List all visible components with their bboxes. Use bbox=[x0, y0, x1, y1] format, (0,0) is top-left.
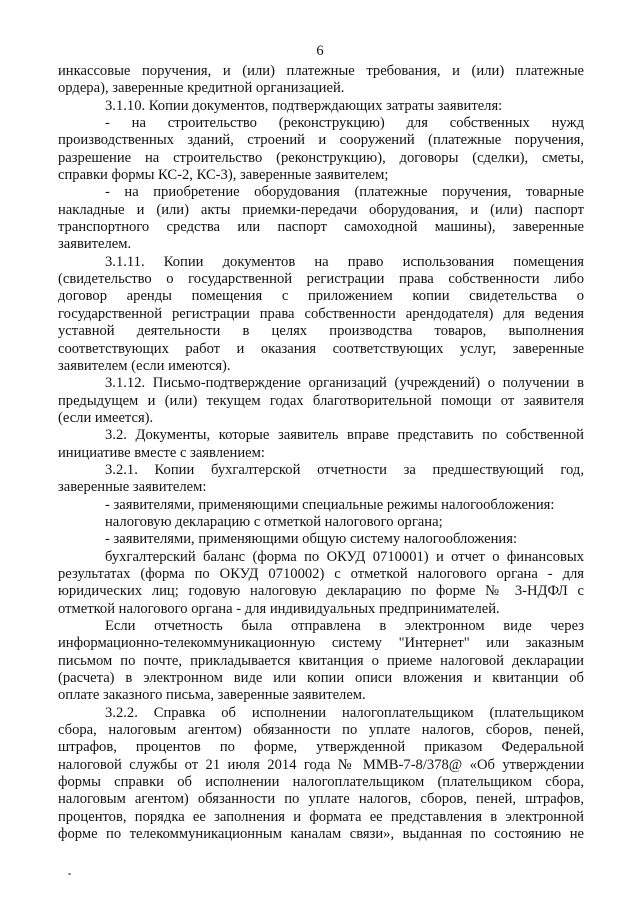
text-line: 3.2.2. Справка об исполнении налогоплательщиком (плательщиком bbox=[105, 704, 584, 721]
text-line: предыдущем и (или) текущем годах благотворительной помощи от заявителя bbox=[58, 392, 584, 409]
text-line: 3.1.10. Копии документов, подтверждающих затраты заявителя: bbox=[105, 97, 503, 114]
text-line: заверенные заявителем: bbox=[58, 479, 207, 496]
text-line: ордера), заверенные кредитной организацией. bbox=[58, 80, 345, 97]
text-line: разрешение на строительство (реконструкцию), договоры (сделки), сметы, bbox=[58, 149, 584, 166]
text-line: налоговым агентом) обязанности по уплате налогов, сборов, пеней, штрафов, bbox=[58, 791, 584, 808]
text-line: письмом по почте, прикладывается квитанция о приеме налоговой декларации bbox=[58, 652, 584, 669]
text-line: производственных зданий, строений и сооружений (платежные поручения, bbox=[58, 132, 584, 149]
text-line: соответствующих работ и оказания соответствующих услуг, заверенные bbox=[58, 340, 584, 357]
text-line: уставной деятельности в целях производства товаров, выполнения bbox=[58, 323, 584, 340]
text-line: форме по телекоммуникационным каналам связи», выданная по состоянию не bbox=[58, 826, 584, 843]
text-line: 3.1.11. Копии документов на право использования помещения bbox=[105, 253, 584, 270]
text-line: инкассовые поручения, и (или) платежные требования, и (или) платежные bbox=[58, 63, 584, 79]
text-line: (свидетельство о государственной регистрации права собственности либо bbox=[58, 271, 584, 288]
text-line: - заявителями, применяющими общую систему налогообложения: bbox=[105, 531, 518, 548]
text-line: Если отчетность была отправлена в электронном виде через bbox=[105, 618, 584, 634]
page-number: 6 bbox=[316, 43, 324, 59]
text-line: формы справки об исполнении налогоплательщиком (плательщиком сбора, bbox=[58, 774, 584, 791]
text-line: бухгалтерский баланс (форма по ОКУД 0710001) и отчет о финансовых bbox=[105, 548, 584, 565]
text-line: инициативе вместе с заявлением: bbox=[58, 444, 265, 461]
text-line: накладные и (или) акты приемки-передачи оборудования, и (или) паспорт bbox=[58, 201, 584, 218]
text-line: заявителем (если имеются). bbox=[58, 357, 231, 374]
text-line: юридических лиц; годовую налоговую декларацию по форме № 3-НДФЛ с bbox=[58, 583, 584, 600]
text-line: (если имеется). bbox=[58, 409, 154, 426]
text-line: 3.2. Документы, которые заявитель вправе представить по собственной bbox=[105, 427, 584, 444]
text-line: - на строительство (реконструкцию) для собственных нужд bbox=[105, 115, 584, 132]
text-line: - заявителями, применяющими специальные режимы налогообложения: bbox=[105, 496, 555, 513]
text-line: штрафов, процентов по форме, утвержденной приказом Федеральной bbox=[58, 739, 584, 756]
text-line: транспортного средства или паспорт самоходной машины), заверенные bbox=[58, 219, 584, 236]
text-line: (расчета) в электронном виде или копии описи вложения и квитанции об bbox=[58, 670, 584, 687]
text-line: - на приобретение оборудования (платежные поручения, товарные bbox=[105, 184, 584, 201]
text-line: налоговой службы от 21 июля 2014 года № ММВ-7-8/378@ «Об утверждении bbox=[58, 756, 584, 773]
text-line: заявителем. bbox=[58, 236, 132, 253]
text-line: результатах (форма по ОКУД 0710002) с отметкой налогового органа - для bbox=[58, 565, 584, 582]
text-line: процентов, порядка ее заполнения и формата ее представления в электронной bbox=[58, 808, 584, 825]
text-line: налоговую декларацию с отметкой налогового органа; bbox=[105, 513, 443, 530]
document-body bbox=[58, 63, 584, 843]
text-line: отметкой налогового органа - для индивидуальных предпринимателей. bbox=[58, 600, 500, 617]
text-line: 3.1.12. Письмо-подтверждение организаций (учреждений) о получении в bbox=[105, 375, 584, 392]
text-line: информационно-телекоммуникационную систему "Интернет" или заказным bbox=[58, 635, 584, 652]
text-line: справки формы КС-2, КС-3), заверенные заявителем; bbox=[58, 167, 389, 184]
text-line: сбора, налоговым агентом) обязанности по уплате налогов, сборов, пеней, bbox=[58, 722, 584, 739]
text-line: 3.2.1. Копии бухгалтерской отчетности за предшествующий год, bbox=[105, 461, 584, 478]
text-line: оплате заказного письма, заверенные заявителем. bbox=[58, 687, 366, 704]
scan-speck bbox=[68, 873, 71, 875]
text-line: договор аренды помещения с приложением копии свидетельства о bbox=[58, 288, 584, 305]
text-line: государственной регистрации права собственности арендодателя) для ведения bbox=[58, 305, 584, 322]
